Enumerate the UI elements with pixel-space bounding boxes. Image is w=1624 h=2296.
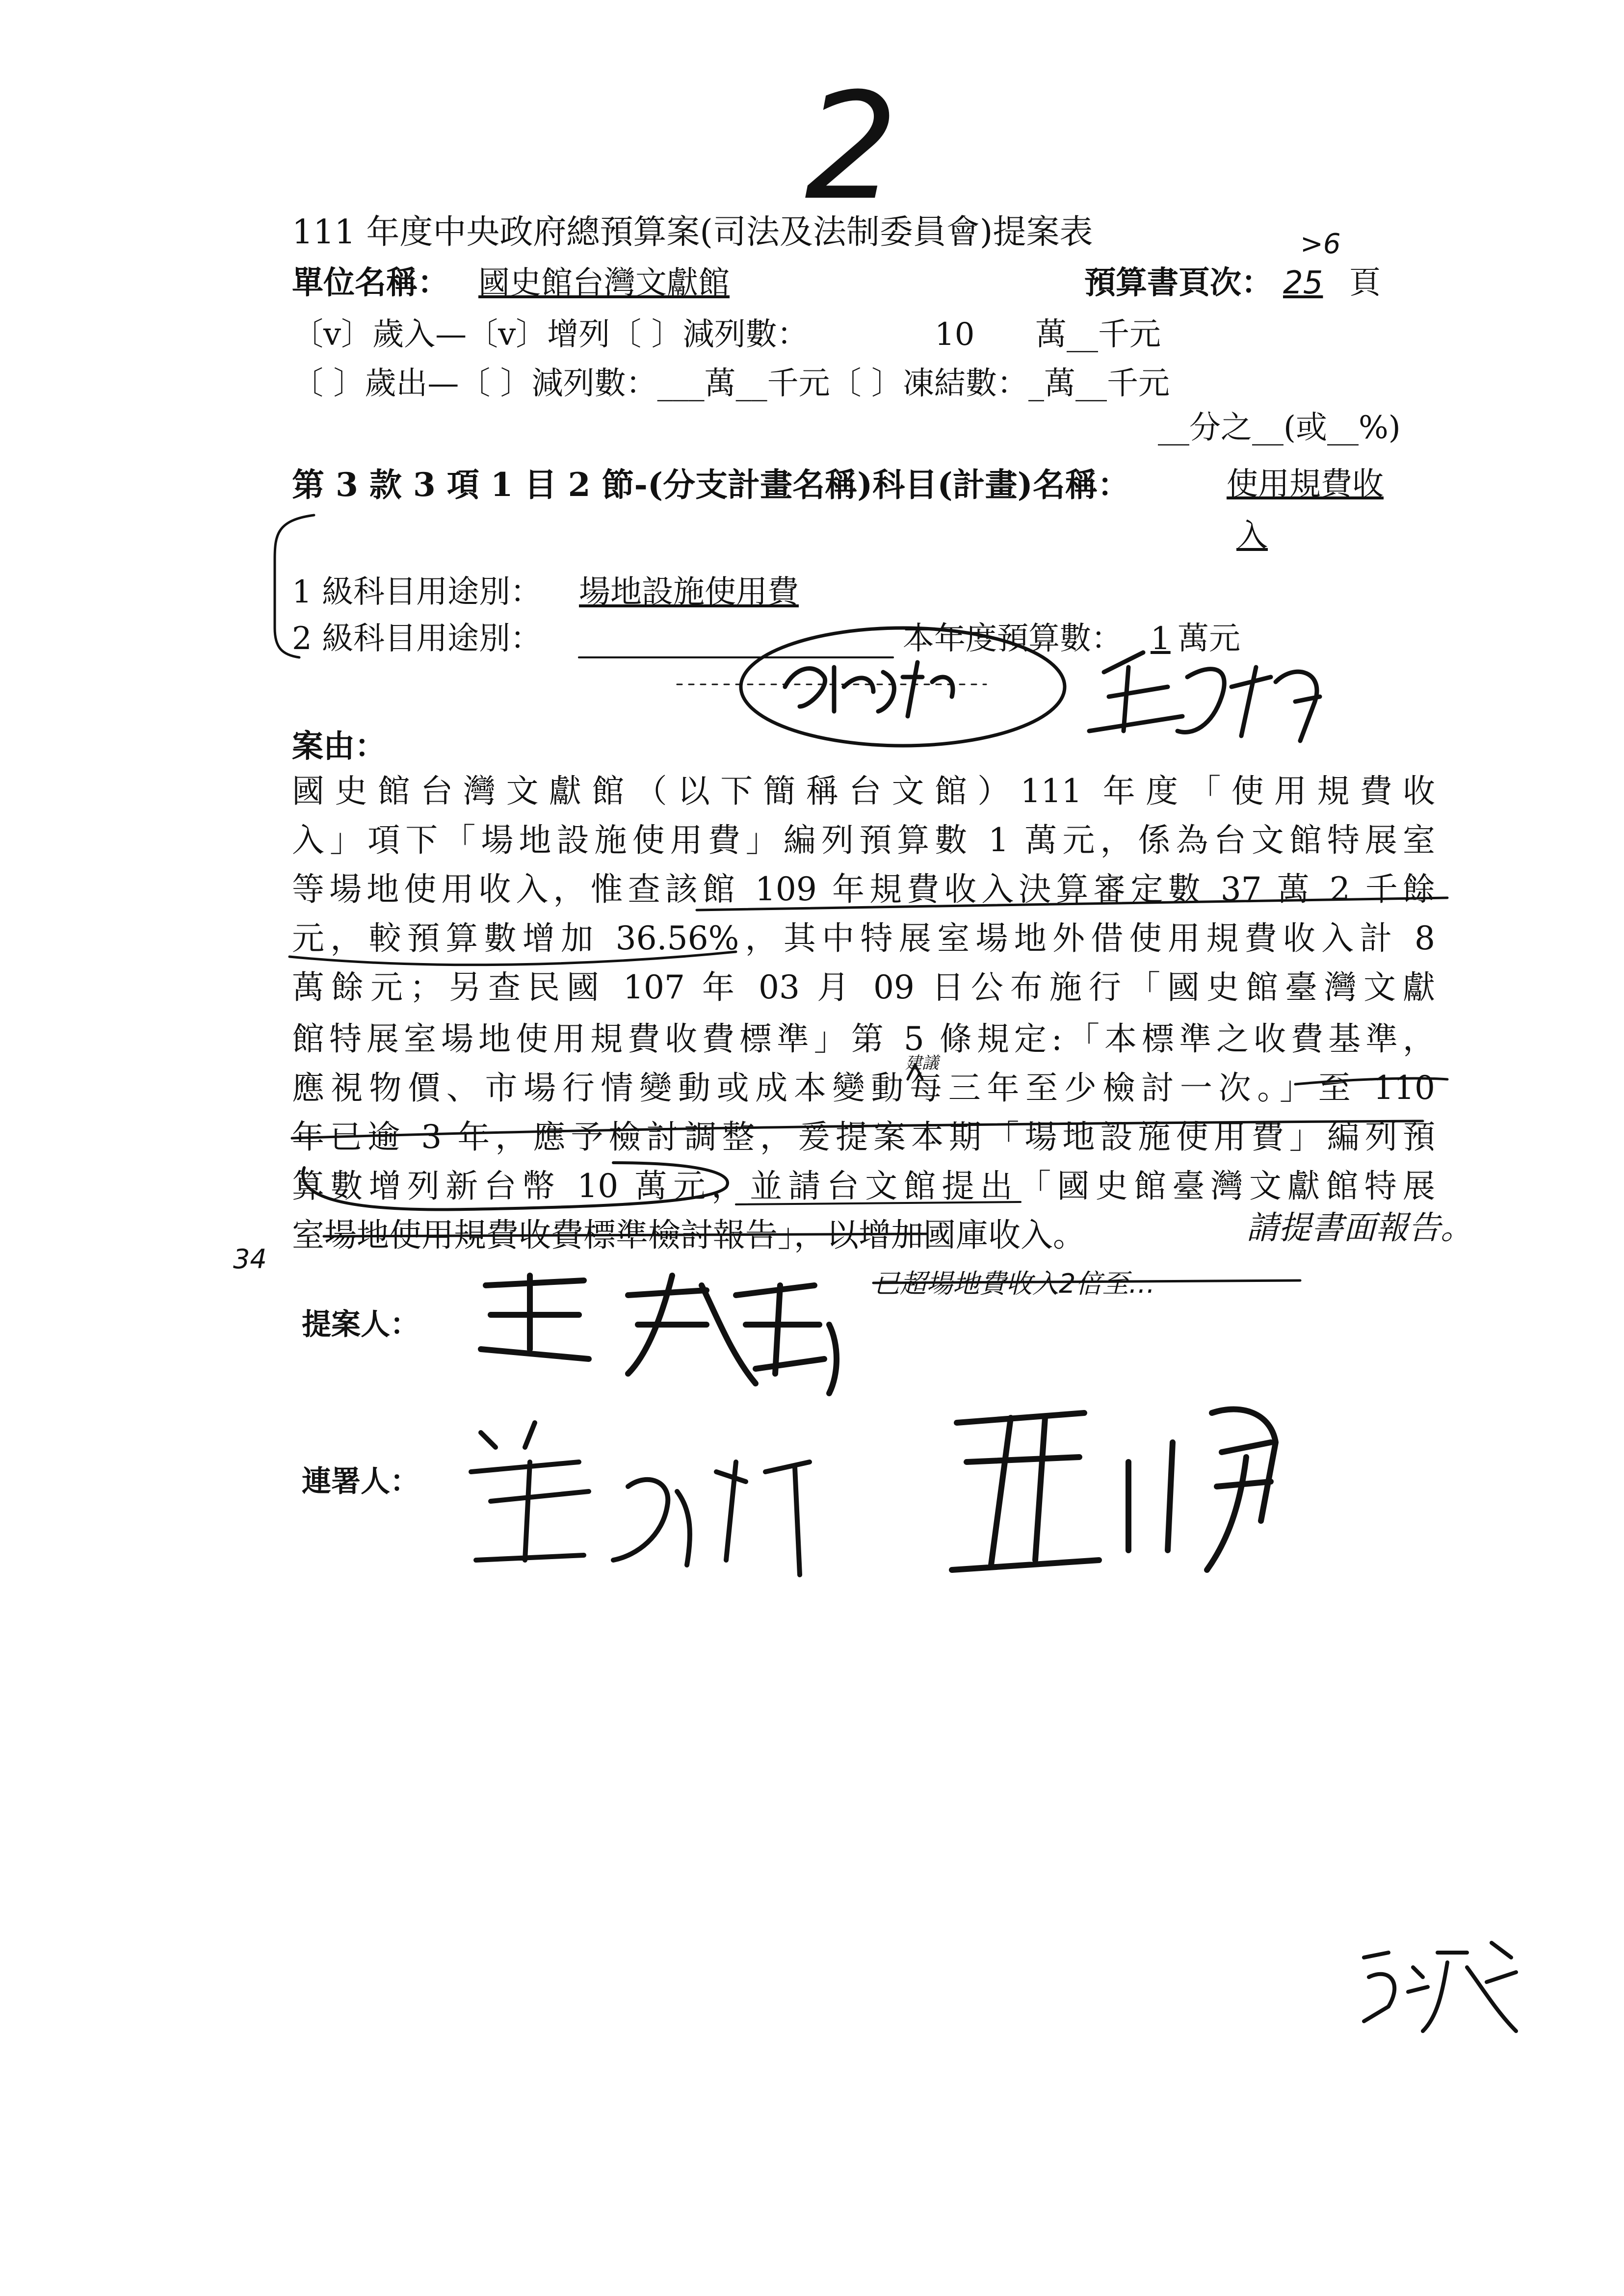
unit-value: 國史館台灣文獻館 — [478, 265, 730, 301]
replacement-note-1: 請提書面報告。 — [1246, 1209, 1473, 1247]
page-value: 25 — [1283, 265, 1323, 301]
replacement-note-2: 已超場地費收入2倍至… — [873, 1268, 1155, 1299]
signature-ye — [1089, 652, 1320, 741]
strike-line-7 — [1295, 1078, 1447, 1084]
page-mark: 2 — [805, 61, 898, 233]
reason-line: 萬餘元；另查民國 107 年 03 月 09 日公布施行「國史館臺灣文獻 — [292, 968, 1435, 1006]
strike-line-10 — [324, 1234, 927, 1236]
signature-proposer — [481, 1276, 837, 1393]
revenue-amount: 10 — [935, 316, 975, 353]
signature-cosigner-1 — [471, 1423, 810, 1575]
budget-unit: 萬元 — [1178, 621, 1240, 657]
circle-line-9 — [303, 1163, 728, 1210]
level2-label: 2 級科目用途別： — [292, 621, 542, 657]
reason-line: 室場地使用規費收費標準檢討報告」，以增加國庫收入。 — [292, 1216, 1085, 1254]
reason-line: 應視物價、市場行情變動或成本變動每三年至少檢討一次。」至 110 — [292, 1069, 1435, 1107]
reason-line: 年已逾 3 年，應予檢討調整，爰提案本期「場地設施使用費」編列預 — [292, 1118, 1435, 1156]
insert-mark: 建議 — [905, 1053, 939, 1073]
proposer-label: 提案人： — [302, 1307, 419, 1342]
unit-label: 單位名稱： — [292, 264, 449, 301]
page-label: 預算書頁次： — [1084, 264, 1273, 301]
fraction-line: __分之__(或__%) — [1158, 410, 1401, 446]
reason-line: 國史館台灣文獻館（以下簡稱台文館）111 年度「使用規費收 — [292, 772, 1435, 810]
item-value-1: 使用規費收 — [1227, 466, 1384, 502]
form-bracket — [275, 515, 314, 657]
item-line: 第 3 款 3 項 1 目 2 節-(分支計畫名稱)科目(計畫)名稱： — [292, 466, 1130, 504]
revenue-line: 〔v〕歲入—〔v〕增列〔 〕減列數： — [292, 316, 809, 353]
budget-value: 1 — [1151, 621, 1171, 657]
reason-line: 元，較預算數增加 36.56%，其中特展室場地外借使用規費收入計 8 — [292, 919, 1435, 957]
cosigner-label: 連署人： — [302, 1464, 419, 1499]
reason-heading: 案由： — [292, 728, 386, 765]
level1-value: 場地設施使用費 — [579, 574, 799, 610]
strike-line-8 — [292, 1121, 1423, 1138]
level1-label: 1 級科目用途別： — [292, 574, 542, 610]
signature-cosigner-2 — [952, 1409, 1276, 1570]
underline-reason-3 — [697, 898, 1447, 910]
annotation-circle — [741, 628, 1065, 746]
page-suffix: 頁 — [1349, 265, 1381, 301]
signature-bottom-right — [1364, 1943, 1516, 2031]
margin-number: 34 — [233, 1244, 267, 1275]
budget-label: 本年度預算數： — [903, 621, 1123, 657]
revenue-units: 萬__千元 — [1035, 316, 1161, 353]
reason-line: 館特展室場地使用規費收費標準」第 5 條規定:「本標準之收費基準， — [292, 1020, 1435, 1058]
expense-line: 〔 〕歲出—〔 〕減列數：___萬__千元〔 〕凍結數：_萬__千元 — [292, 365, 1170, 402]
page-number-correction: >6 — [1300, 228, 1341, 260]
strike-note-2 — [873, 1280, 1300, 1283]
item-value-2: 入 — [1236, 518, 1268, 554]
underline-reason-4 — [289, 952, 736, 965]
insert-caret — [908, 1065, 922, 1079]
underline-line-9 — [736, 1202, 1021, 1204]
reason-line: 等場地使用收入，惟查該館 109 年規費收入決算審定數 37 萬 2 千餘 — [292, 870, 1435, 908]
reason-line: 算數增列新台幣 10 萬元，並請台文館提出「國史館臺灣文獻館特展 — [292, 1167, 1435, 1205]
circled-handwriting — [785, 662, 953, 716]
reason-line: 入」項下「場地設施使用費」編列預算數 1 萬元，係為台文館特展室 — [292, 821, 1435, 859]
form-title: 111 年度中央政府總預算案(司法及法制委員會)提案表 — [292, 213, 1093, 252]
